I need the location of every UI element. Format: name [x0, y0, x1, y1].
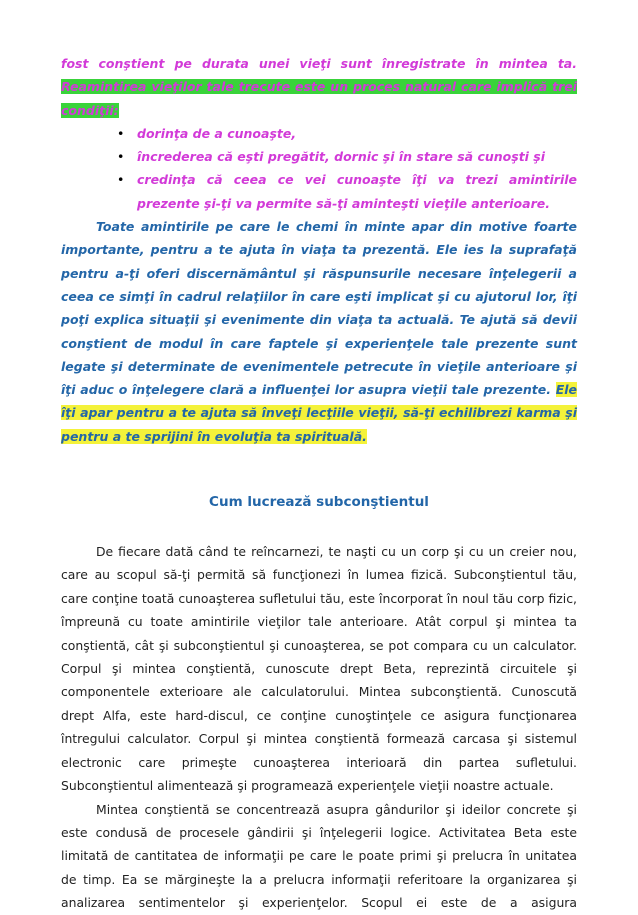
list-item: • încrederea că eşti pregătit, dornic şi în stare să cunoşti şi	[61, 145, 577, 168]
memories-text: Toate amintirile pe care le chemi în minte apar din motive foarte importante, pentru a te ajuta în viaţa ta prezentă. Ele ies la suprafaţă pentru a-ţi oferi discernământul şi răspunsurile necesare înţelegerii a ceea ce simţi în cadrul relaţiilor în care eşti implicat şi cu ajutorul lor, îţi poţi explica situaţii şi evenimente din viaţa ta actuală. Te ajută să devii conştient de modul în care faptele şi experienţele tale prezente sunt legate şi determinate de evenimentele petrecute în vieţile anterioare şi îţi aduc o înţelegere clară a influenţei lor asupra vieţii tale prezente.	[61, 219, 577, 398]
bullet-icon: •	[117, 125, 125, 141]
list-item: • credinţa că ceea ce vei cunoaşte îţi va trezi amintirile prezente şi-ţi va permite să-ţi aminteşti vieţile anterioare.	[61, 168, 577, 215]
paragraph-intro	[61, 52, 577, 122]
list-item: • dorinţa de a cunoaşte,	[61, 122, 577, 145]
memories-highlight: Ele îţi apar pentru a te ajuta să înveţi lecţiile vieţii, să-ţi echilibrezi karma şi pentru a te sprijini în evoluţia ta spirituală.	[61, 382, 577, 444]
intro-line: fost conştient pe durata unei vieţi sunt înregistrate în mintea ta.	[61, 56, 577, 71]
intro-highlight: Reamintirea vieţilor tale trecute este un proces natural care implică trei condiţii:	[61, 79, 577, 118]
section-heading: Cum lucrează subconştientul	[209, 494, 429, 511]
bullet-icon: •	[117, 172, 125, 188]
paragraph-conscious-mind: Mintea conştientă se concentrează asupra gândurilor şi ideilor concrete şi este condusă de procesele gândirii şi înţelegerii logice. Activitatea Beta este limitată de cantitatea de informaţii pe care le poate primi şi prelucra în unitatea de timp. Ea se mărgineşte la a prelucra informaţii referitoare la organizarea şi analizarea sentimentelor şi experienţelor. Scopul ei este de a asigura	[61, 801, 577, 911]
document-page	[61, 52, 577, 915]
conditions-list	[61, 122, 577, 215]
bullet-icon: •	[117, 149, 125, 165]
paragraph-memories	[61, 215, 577, 448]
paragraph-subconscious: De fiecare dată când te reîncarnezi, te naşti cu un corp şi cu un creier nou, care au scopul să-ţi permită să funcţionezi în lumea fizică. Subconştientul tău, care conţine toată cunoaşterea sufletului tău, este încorporat în noul tău corp fizic, împreună cu toate amintirile vieţilor tale anterioare. Atât corpul şi mintea ta conştientă, cât şi subconştientul şi cunoaşterea, se pot compara cu un calculator. Corpul şi mintea conştientă, cunoscute drept Beta, reprezintă circuitele şi componentele exterioare ale calculatorului. Mintea subconştientă. Cunoscută drept Alfa, este hard-discul, ce conţine cunoştinţele ce asigura funcţionarea întregului calculator. Corpul şi mintea conştientă formează carcasa şi sistemul electronic care primeşte cunoaşterea interioară din partea sufletului. Subconştientul alimentează şi programează experienţele vieţii noastre actuale.	[61, 544, 577, 794]
